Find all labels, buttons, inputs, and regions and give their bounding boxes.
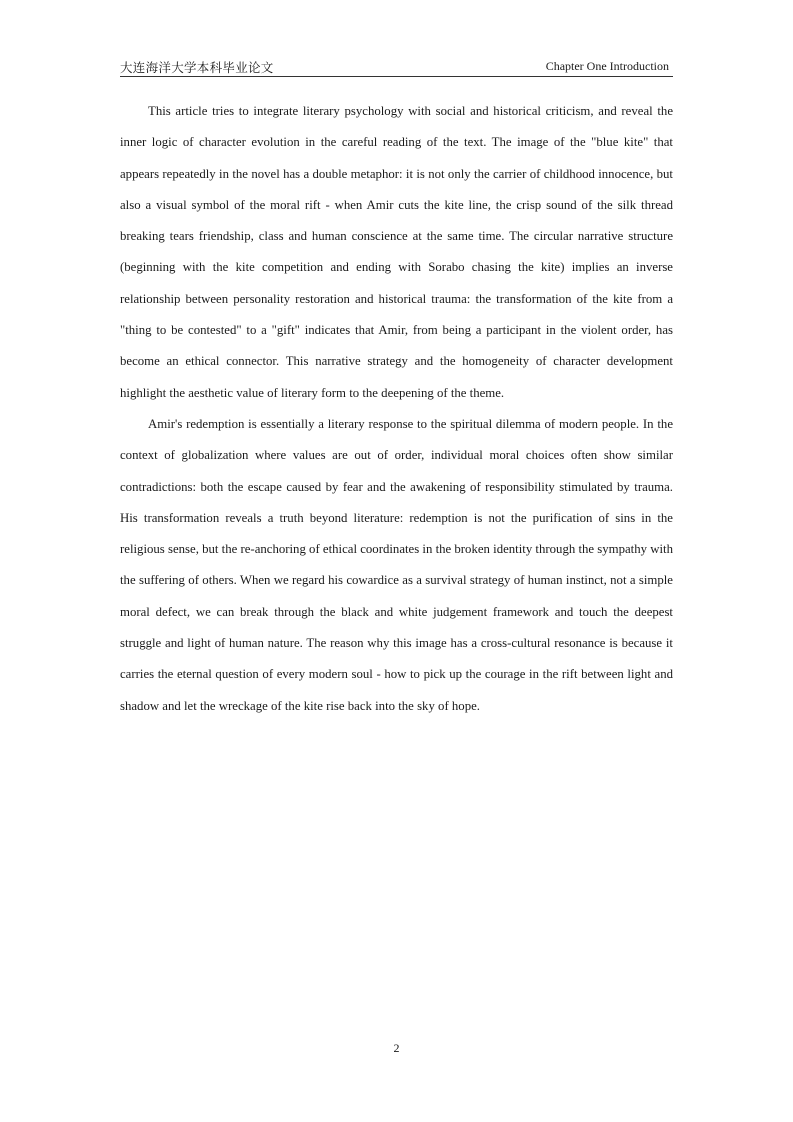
- paragraph: This article tries to integrate literary psychology with social and historical criticism, and reveal the inner logic of character evolution in the careful reading of the text. The image of the "blue kite" that appears repeatedly in the novel has a double metaphor: it is not only the carrier of childhood innocence, but also a visual symbol of the moral rift - when Amir cuts the kite line, the crisp sound of the silk thread breaking tears friendship, class and human conscience at the same time. The circular narrative structure (beginning with the kite competition and ending with Sorabo chasing the kite) implies an inverse relationship between personality restoration and historical trauma: the transformation of the kite from a "thing to be contested" to a "gift" indicates that Amir, from being a participant in the violent order, has become an ethical connector. This narrative strategy and the homogeneity of character development highlight the aesthetic value of literary form to the deepening of the theme.: [120, 104, 673, 400]
- header-chapter-title: Chapter One Introduction: [545, 59, 669, 73]
- page-number: 2: [393, 1041, 400, 1055]
- paragraph: Amir's redemption is essentially a literary response to the spiritual dilemma of modern people. In the context of globalization where values are out of order, individual moral choices often show similar contradictions: both the escape caused by fear and the awakening of responsibility stimulated by trauma. His transformation reveals a truth beyond literature: redemption is not the purification of sins in the religious sense, but the re-anchoring of ethical coordinates in the broken identity through the sympathy with the suffering of others. When we regard his cowardice as a survival strategy of human instinct, not a simple moral defect, we can break through the black and white judgement framework and touch the deepest struggle and light of human nature. The reason why this image has a cross-cultural resonance is because it carries the eternal question of every modern soul - how to pick up the courage in the rift between light and shadow and let the wreckage of the kite rise back into the sky of hope.: [120, 416, 673, 713]
- header-university-title: 大连海洋大学本科毕业论文: [120, 60, 274, 75]
- page-header: [120, 56, 673, 77]
- body-text: [120, 96, 673, 722]
